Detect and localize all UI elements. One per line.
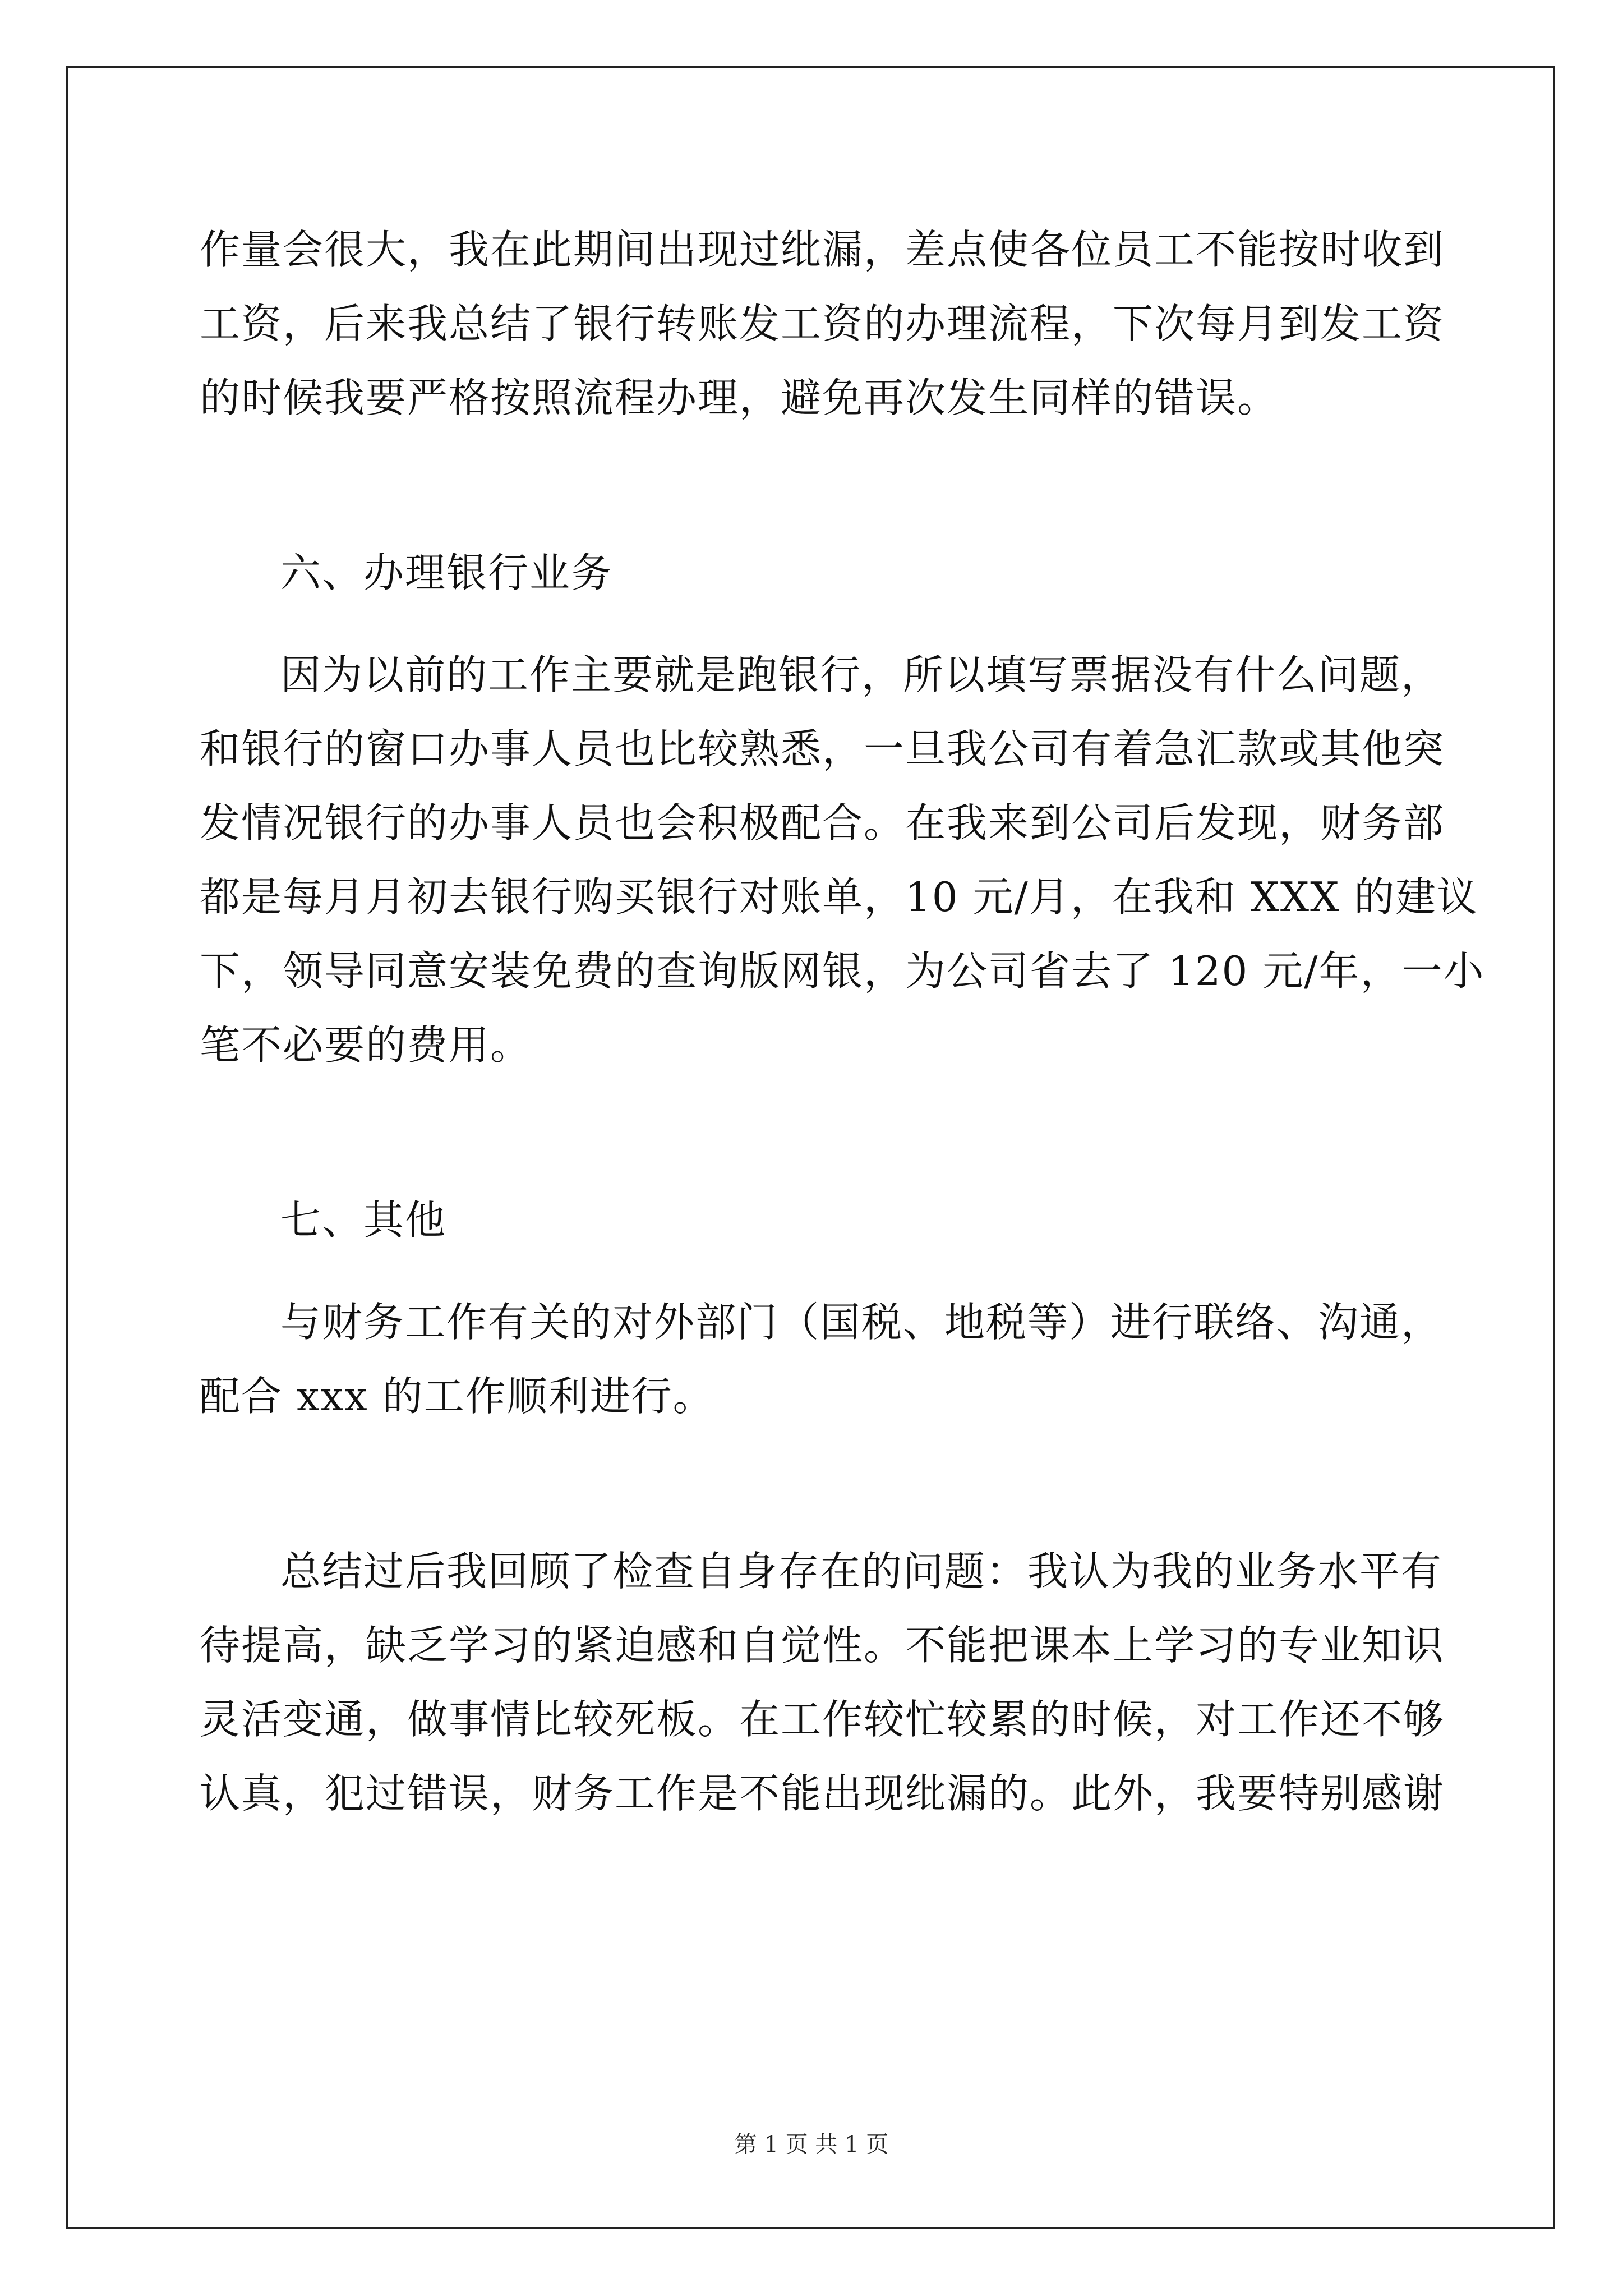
text-line: 待提高，缺乏学习的紧迫感和自觉性。不能把课本上学习的专业知识 [200, 1622, 1445, 1669]
text-line: 和银行的窗口办事人员也比较熟悉，一旦我公司有着急汇款或其他突 [200, 725, 1445, 772]
text-line: 灵活变通，做事情比较死板。在工作较忙较累的时候，对工作还不够 [200, 1696, 1445, 1743]
text-line: 下，领导同意安装免费的查询版网银，为公司省去了 120 元/年，一小 [200, 947, 1485, 995]
text-line: 发情况银行的办事人员也会积极配合。在我来到公司后发现，财务部 [200, 799, 1445, 846]
page-footer: 第 1 页 共 1 页 [734, 2132, 889, 2157]
text-line: 与财务工作有关的对外部门（国税、地税等）进行联络、沟通， [280, 1299, 1443, 1346]
text-line: 的时候我要严格按照流程办理，避免再次发生同样的错误。 [200, 374, 1279, 421]
text-line: 工资，后来我总结了银行转账发工资的办理流程，下次每月到发工资 [200, 300, 1445, 347]
text-line: 配合 xxx 的工作顺利进行。 [200, 1373, 714, 1420]
text-line: 笔不必要的费用。 [200, 1022, 532, 1069]
text-line: 总结过后我回顾了检查自身存在的问题：我认为我的业务水平有 [280, 1548, 1443, 1595]
section-heading: 七、其他 [280, 1197, 447, 1244]
text-line: 认真，犯过错误，财务工作是不能出现纰漏的。此外，我要特别感谢 [200, 1770, 1445, 1817]
text-line: 都是每月月初去银行购买银行对账单，10 元/月，在我和 XXX 的建议 [200, 873, 1479, 921]
section-heading: 六、办理银行业务 [280, 549, 613, 596]
text-line: 作量会很大，我在此期间出现过纰漏，差点使各位员工不能按时收到 [200, 226, 1445, 273]
text-line: 因为以前的工作主要就是跑银行，所以填写票据没有什么问题， [280, 651, 1443, 698]
